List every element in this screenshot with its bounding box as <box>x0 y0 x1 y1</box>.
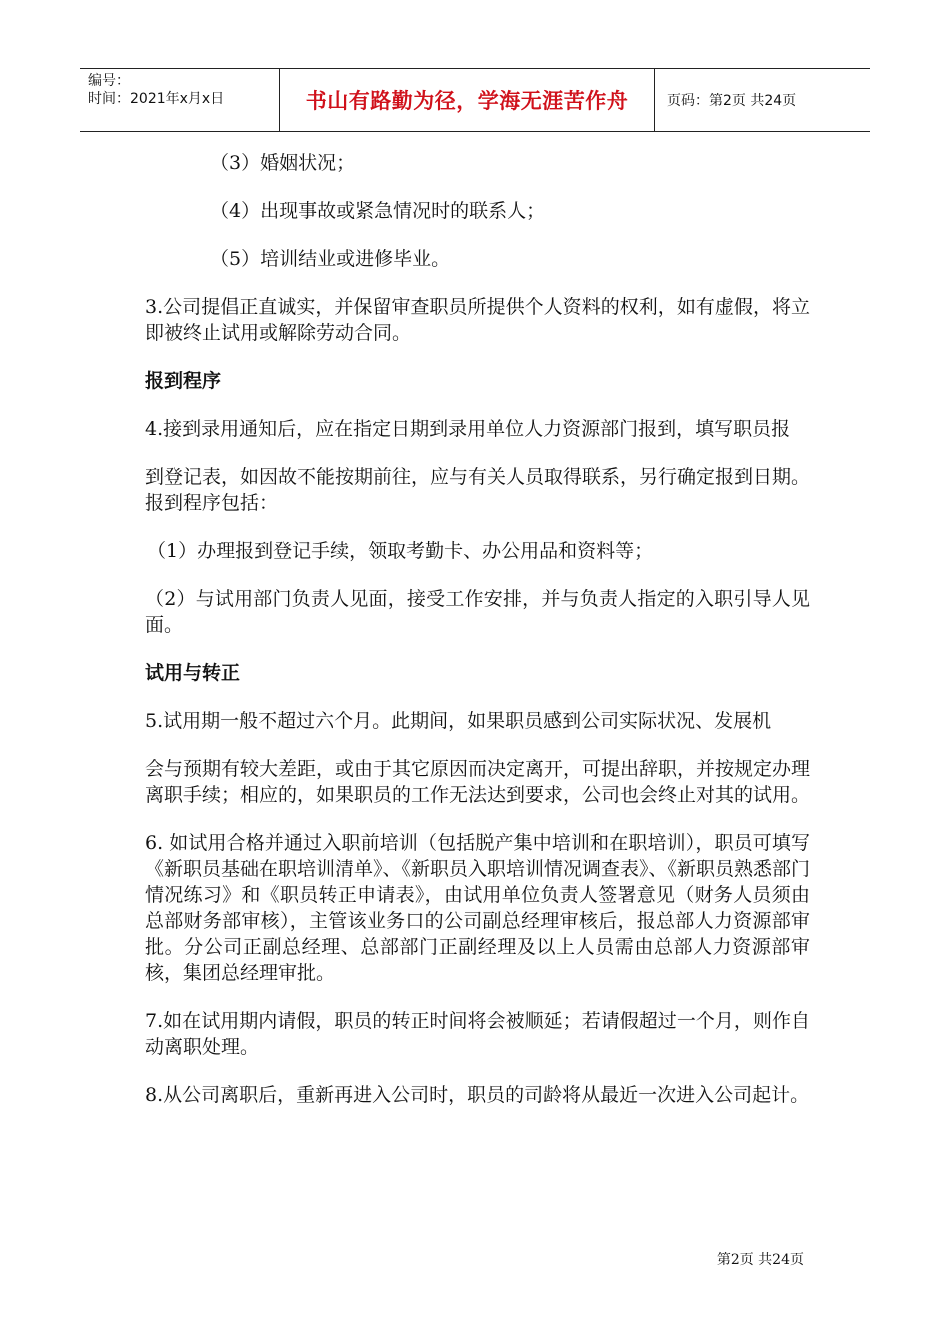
section-heading: 报到程序 <box>145 370 222 392</box>
paragraph: 8.从公司离职后，重新再进入公司时，职员的司龄将从最近一次进入公司起计。 <box>145 1084 810 1106</box>
paragraph: （2）与试用部门负责人见面，接受工作安排，并与负责人指定的入职引导人见面。 <box>145 588 810 636</box>
document-body <box>145 150 810 1130</box>
list-item: （3）婚姻状况； <box>210 152 356 174</box>
paragraph: （1）办理报到登记手续，领取考勤卡、办公用品和资料等； <box>147 540 654 562</box>
page-footer: 第2页 共24页 <box>716 1252 804 1268</box>
list-item: （4）出现事故或紧急情况时的联系人； <box>210 200 546 222</box>
header-info <box>80 69 280 131</box>
header-motto: 书山有路勤为径，学海无涯苦作舟 <box>280 69 655 131</box>
paragraph: 6. 如试用合格并通过入职前培训（包括脱产集中培训和在职培训），职员可填写《新职员基础在职培训清单》、《新职员入职培训情况调查表》、《新职员熟悉部门情况练习》和《职员转正申请表》，由试用单位负责人签署意见（财务人员须由总部财务部审核），主管该业务口的公司副总经理审核后，报总部人力资源部审批。分公司正副总经理、总部部门正副经理及以上人员需由总部人力资源部审核，集团总经理审批。 <box>145 832 811 984</box>
paragraph: 3.公司提倡正直诚实，并保留审查职员所提供个人资料的权利，如有虚假，将立即被终止试用或解除劳动合同。 <box>145 296 810 344</box>
header-page-number: 页码：第2页 共24页 <box>667 93 797 109</box>
section-heading: 试用与转正 <box>145 662 241 684</box>
page-header <box>80 68 870 132</box>
paragraph: 到登记表，如因故不能按期前往，应与有关人员取得联系，另行确定报到日期。报到程序包括： <box>145 466 811 514</box>
paragraph: 会与预期有较大差距，或由于其它原因而决定离开，可提出辞职，并按规定办理离职手续；相应的，如果职员的工作无法达到要求，公司也会终止对其的试用。 <box>145 758 811 806</box>
paragraph: 7.如在试用期内请假，职员的转正时间将会被顺延；若请假超过一个月，则作自动离职处理。 <box>145 1010 810 1058</box>
paragraph: 4.接到录用通知后，应在指定日期到录用单位人力资源部门报到，填写职员报 <box>145 418 791 440</box>
paragraph: 5.试用期一般不超过六个月。此期间，如果职员感到公司实际状况、发展机 <box>145 710 772 732</box>
number-label: 编号： <box>88 73 130 89</box>
list-item: （5）培训结业或进修毕业。 <box>210 248 451 270</box>
time-label: 时间：2021年x月x日 <box>88 91 225 107</box>
